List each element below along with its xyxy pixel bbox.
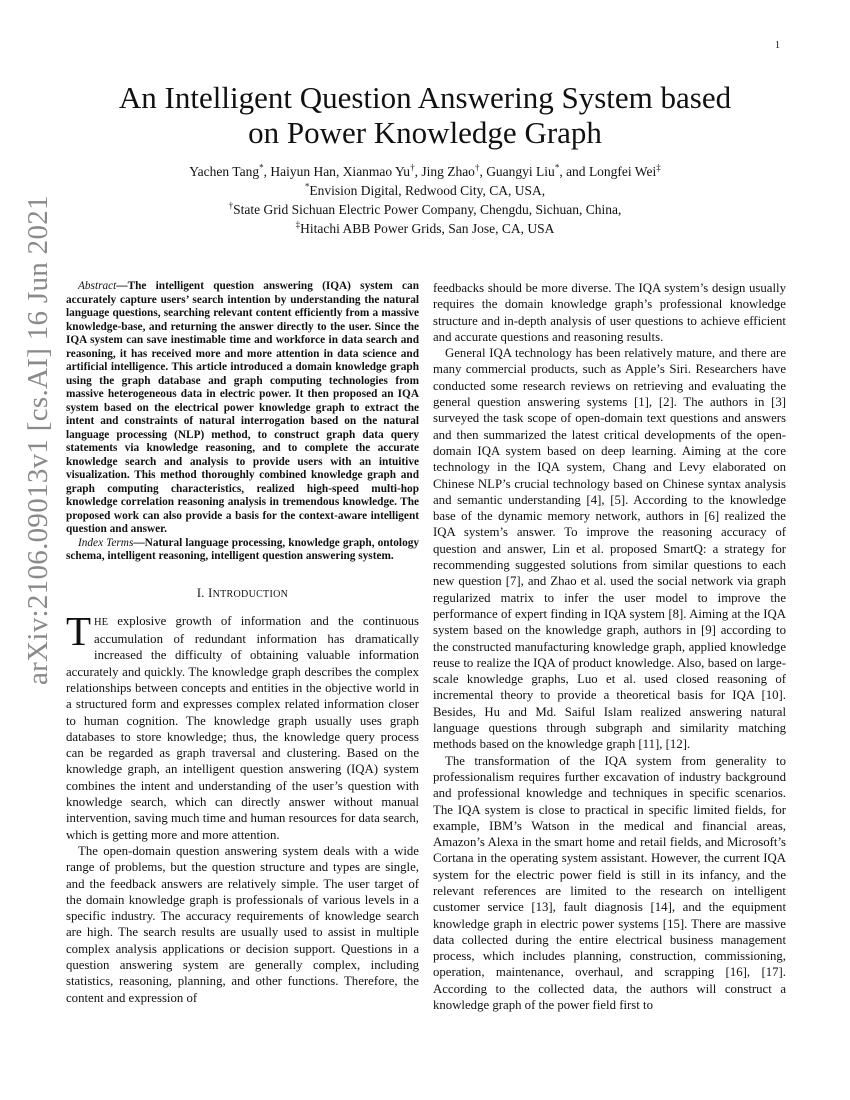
affiliation-2: †State Grid Sichuan Electric Power Company, Chengdu, Sichuan, China, bbox=[228, 200, 622, 217]
abstract bbox=[66, 280, 419, 537]
author-mark: † bbox=[474, 162, 480, 173]
author-mark: * bbox=[259, 162, 264, 173]
author-name: Guangyi Liu bbox=[486, 164, 555, 179]
section-heading-introduction: I. INTRODUCTION bbox=[196, 585, 289, 600]
author-mark: ‡ bbox=[656, 162, 661, 173]
left-column bbox=[66, 280, 419, 1006]
author-names: Yachen Tang*, Haiyun Han, Xianmao Yu†, Jing Zhao†, Guangyi Liu*, and Longfei Wei‡ bbox=[189, 162, 661, 179]
index-terms bbox=[66, 537, 419, 564]
author-name: Haiyun Han bbox=[270, 164, 336, 179]
body-paragraph-continued: feedbacks should be more diverse. The IQA system’s design usually requires the domain knowledge graph’s professional knowledge structure and in-depth analysis of user questions to achieve efficient and accurate questions and reasoning results. bbox=[433, 281, 786, 344]
page-number: 1 bbox=[775, 40, 780, 51]
title-line-2: on Power Knowledge Graph bbox=[248, 115, 602, 150]
affiliation-1: *Envision Digital, Redwood City, CA, USA, bbox=[304, 181, 546, 198]
affiliation-3: ‡Hitachi ABB Power Grids, San Jose, CA, USA bbox=[295, 219, 555, 236]
author-block bbox=[60, 162, 790, 238]
author-name: Yachen Tang bbox=[189, 164, 260, 179]
paper-title bbox=[60, 80, 790, 150]
intro-paragraph-1: THE explosive growth of information and the continuous accumulation of redundant information has dramatically increased the difficulty of obtaining valuable information accurately and quickly. The knowledge graph describes the complex relationships between concepts and entities in the objective world in a structured form and expresses complex related information closer to human cognition. The knowledge graph usually uses graph databases to store knowledge; thus, the knowledge query process can be regarded as graph traversal and clustering. Based on the knowledge graph, an intelligent question answering (IQA) system combines the intent and understanding of the user’s question with knowledge search, which can directly answer without manual intervention, saving much time and human resources for data search, which is getting more and more attention. bbox=[66, 607, 419, 842]
intro-paragraph-2: The open-domain question answering system deals with a wide range of problems, but the question structure and types are single, and the feedback answers are relatively simple. The user target of the domain knowledge graph is professionals of various levels in a specific industry. The accuracy requirements of knowledge search are high. The search results are usually used to assist in multiple complex analysis applications or decision support. Questions in a question answering system are generally complex, including statistics, reasoning, planning, and other functions. Therefore, the content and expression of bbox=[66, 843, 419, 1005]
author-name: Longfei Wei bbox=[588, 164, 657, 179]
author-mark: † bbox=[410, 162, 415, 173]
abstract-label: Abstract bbox=[78, 280, 117, 292]
index-terms-text: —Natural language processing, knowledge graph, ontology schema, intelligent reasoning, intelligent question answering system. bbox=[66, 536, 420, 562]
index-terms-label: Index Terms bbox=[78, 536, 134, 549]
author-name: Jing Zhao bbox=[421, 164, 475, 179]
body-paragraph-related-work: General IQA technology has been relatively mature, and there are many commercial products, such as Apple’s Siri. Researchers have conducted some research reviews on retrieving and evaluating the general question answering systems [1], [2]. The authors in [3] surveyed the task scope of open-domain text questions and answers and then summarized the latest critical developments of the open-domain IQA system based on deep learning. Aiming at the core technology in the IQA system, Chang and Levy elaborated on Chinese NLP’s crucial technology based on Chinese syntax analysis and semantic understanding [4], [5]. According to the knowledge base of the dynamic memory network, authors in [6] realized the IQA system’s answer. To improve the reasoning accuracy of question and answer, Lin et al. proposed SmartQ: a strategy for recommending suggested solutions from similar questions to each new question [7], and Zhao et al. used the social network via graph regularized matrix to infer the user model to improve the performance of expert finding in IQA system [8]. Aiming at the IQA system based on the knowledge graph, authors in [9] according to the constructed manufacturing knowledge graph, applied knowledge reuse to realize the IQA of product knowledge. Also, based on large-scale knowledge graphs, Luo et al. used closed reasoning of incremental theory to provide a theoretical basis for IQA [10]. Besides, Hu and Md. Saiful Islam realized answering natural language questions through subgraph and similarity matching methods based on the knowledge graph [11], [12]. bbox=[433, 346, 786, 752]
body-paragraph-transformation: The transformation of the IQA system from generality to professionalism requires further excavation of industry background and professional knowledge and techniques in specific scenarios. The IQA system is close to practical in specific limited fields, for example, IBM’s Watson in the medical and financial areas, Amazon’s Alexa in the smart home and retail fields, and Microsoft’s Cortana in the operating system assistant. However, the current IQA system for the electric power field is still in its infancy, and the relevant references are limited to the research on intelligent customer service [13], fault diagnosis [14], and the equipment knowledge graph in electric power systems [15]. There are massive data collected during the entire electrical business management process, which includes planning, construction, commissioning, operation, maintenance, overhaul, and scrapping [16], [17]. According to the collected data, the authors will construct a knowledge graph of the power field first to bbox=[433, 753, 786, 1013]
drop-cap: T bbox=[66, 607, 92, 654]
abstract-text: —The intelligent question answering (IQA) system can accurately capture users’ search intention by understanding the natural language questions, searching relevant content efficiently from a massive knowledge-base, and returning the answer directly to the user. Since the IQA system can save inestimable time and workforce in data search and reasoning, it has received more and more attention in data science and artificial intelligence. This article introduced a domain knowledge graph using the graph database and graph computing technologies from massive heterogeneous data in electric power. It then proposed an IQA system based on the electrical power knowledge graph to extract the intent and constraints of natural interrogation based on the natural language processing (NLP) method, to construct graph data query statements via knowledge reasoning, and to complete the accurate knowledge search and analysis to provide users with an intuitive visualization. This method thoroughly combined knowledge graph and graph computing characteristics, realized high-speed multi-hop knowledge correlation reasoning analysis in tremendous knowledge. The proposed work can also provide a basis for the context-aware intelligent question and answer. bbox=[66, 280, 419, 535]
arxiv-stamp: arXiv:2106.09013v1 [cs.AI] 16 Jun 2021 bbox=[22, 195, 54, 685]
title-line-1: An Intelligent Question Answering System based bbox=[118, 80, 732, 115]
right-column bbox=[433, 280, 786, 1013]
author-mark: * bbox=[554, 162, 560, 173]
author-name: Xianmao Yu bbox=[342, 164, 411, 179]
